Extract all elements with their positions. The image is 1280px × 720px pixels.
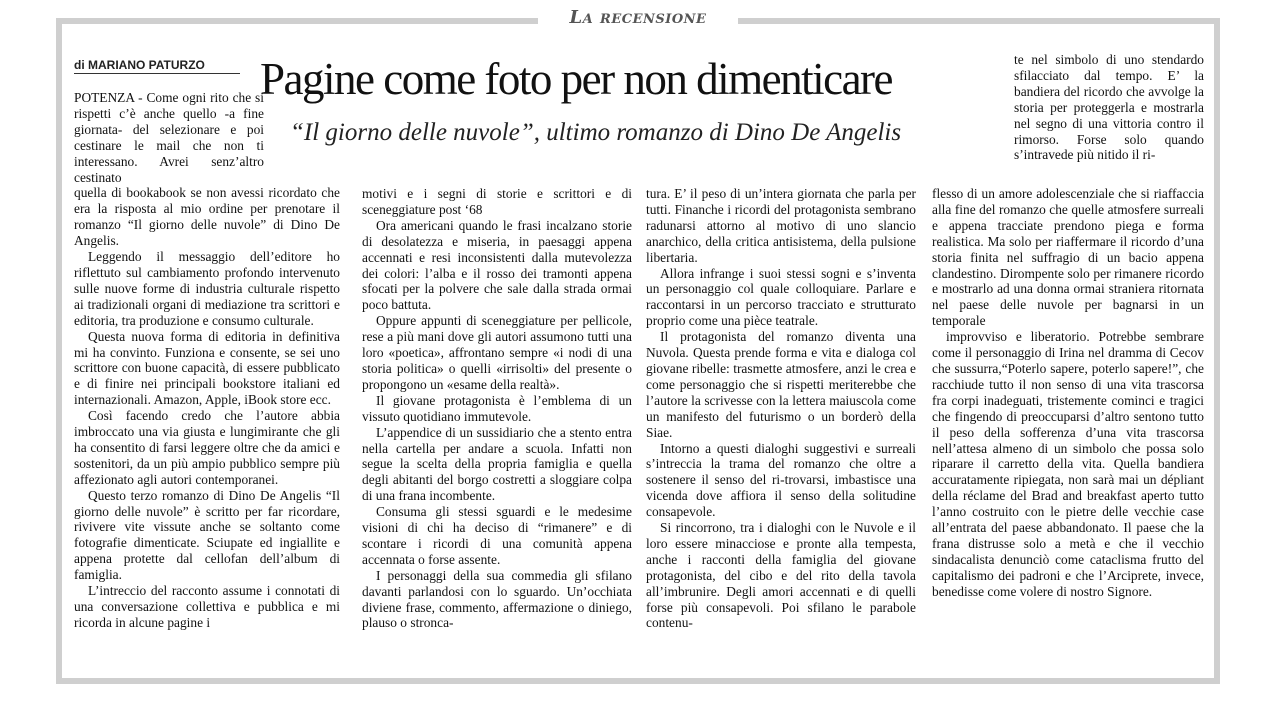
column-4-top <box>1014 52 1204 186</box>
paragraph: Leggendo il messaggio dell’editore ho riflettuto sul cambiamento profondo intervenuto sulle nuove forme di industria culturale rispetto ai tradizionali organi di mediazione tra scrittori e editoria, tra produzione e consumo culturale. <box>74 249 340 328</box>
paragraph: Oppure appunti di sceneggiature per pellicole, rese a più mani dove gli autori assumono tutti una loro «poetica», affrontano sempre «i nodi di una storia politica» o quelli «irrisolti» del presente o propongono un «esame della realtà». <box>362 313 632 392</box>
paragraph: tura. E’ il peso di un’intera giornata che parla per tutti. Finanche i ricordi del protagonista sembrano radunarsi attorno al motivo di uno slancio anarchico, della critica antisistema, della pulsione libertaria. <box>646 186 916 265</box>
paragraph: motivi e i segni di storie e scrittori e di sceneggiature post ‘68 <box>362 186 632 217</box>
column-2 <box>362 186 632 680</box>
paragraph: Si rincorrono, tra i dialoghi con le Nuvole e il loro essere minacciose e pronte alla tempesta, anche i racconti della famiglia del giovane protagonista, del cibo e del rito della tavola all’imbrunire. Degli amori accennati e di quelli forse più consapevoli. Poi sfilano le parabole contenu- <box>646 520 916 631</box>
column-4 <box>932 186 1204 680</box>
paragraph: Ora americani quando le frasi incalzano storie di desolatezza e miseria, in paesaggi appena accennati e resi inconsistenti dalla mutevolezza dei colori: l’alba e il rosso dei tramonti appena sfocati per la polvere che sale dalla strada ormai poco battuta. <box>362 217 632 313</box>
paragraph: te nel simbolo di uno stendardo sfilacciato dal tempo. E’ la bandiera del ricordo che avvolge la storia per proteggerla e mostrarla nel segno di una vittoria contro il rimorso. Forse solo quando s’intravede più nitido il ri- <box>1014 52 1204 163</box>
paragraph: Questo terzo romanzo di Dino De Angelis “Il giorno delle nuvole” è scritto per far ricordare, rivivere vite vissute anche se soltanto come fotografie dimenticate. Sciupate ed ingiallite e appena protette dal cellofan dell’album di famiglia. <box>74 487 340 583</box>
paragraph: I personaggi della sua commedia gli sfilano davanti parlandosi con lo sguardo. Un’occhiata diviene frase, commento, affermazione o diniego, plauso o stronca- <box>362 567 632 631</box>
column-3 <box>646 186 916 680</box>
paragraph: Il giovane protagonista è l’emblema di un vissuto quotidiano immutevole. <box>362 392 632 424</box>
paragraph: Il protagonista del romanzo diventa una Nuvola. Questa prende forma e vita e dialoga col giovane ribelle: trasmette atmosfere, anzi le crea e come personaggio che si rispetti meriterebbe che l’autore la scrivesse con la lettera maiuscola come un manifesto del futurismo o un borderò della Siae. <box>646 329 916 440</box>
paragraph: Questa nuova forma di editoria in definitiva mi ha convinto. Funziona e consente, se sei uno scrittore con buone capacità, di essere pubblicato e di finire nei principali bookstore italiani ed internazionali. Amazon, Apple, iBook store ecc. <box>74 328 340 408</box>
headline: Pagine come foto per non dimenticare <box>260 54 893 104</box>
paragraph: Così facendo credo che l’autore abbia imbroccato una via giusta e lungimirante che gli ha consentito di farsi leggere oltre che da amici e sostenitori, da un più ampio pubblico sempre più affezionato agli autori contemporanei. <box>74 408 340 487</box>
paragraph: improvviso e liberatorio. Potrebbe sembrare come il personaggio di Irina nel dramma di Cecov che sussurra,“Poterlo sapere, poterlo sapere!”, che racchiude tutto il non senso di una vita trascorsa fra corpi inadeguati, tristemente cominci e tragici che fingendo di preoccuparsi d’altro sentono tutto il peso della sofferenza d’una vita trascorsa nell’attesa almeno di un simbolo che possa solo riparare il carretto della vita. Quella bandiera accuratamente ripiegata, non sarà mai un dépliant della réclame del Brad and breakfast aperto tutto l’anno costruito con le pietre delle vecchie case all’entrata del paese abbandonato. Il paese che la frana distrusse solo a metà e che il vecchio sindacalista denunciò come cataclisma frutto del capitalismo dei padroni e che l’Arciprete, invece, benedisse come volere di nostro Signore. <box>932 329 1204 599</box>
paragraph: Intorno a questi dialoghi suggestivi e surreali s’intreccia la trama del romanzo che oltre a sostenere il senso del ri-trovarsi, imbastisce una vicenda dove affiora il senso della solitudine consapevole. <box>646 440 916 520</box>
paragraph: L’appendice di un sussidiario che a stento entra nella cartella per andare a scuola. Infatti non segue la scelta della propria famiglia e quella degli abitanti del borgo costretti a sloggiare colpa di una frana incombente. <box>362 424 632 504</box>
subheadline: “Il giorno delle nuvole”, ultimo romanzo di Dino De Angelis <box>290 119 902 146</box>
column-1 <box>74 90 340 680</box>
byline: di MARIANO PATURZO <box>74 58 240 74</box>
paragraph: flesso di un amore adolescenziale che si riaffaccia alla fine del romanzo che quelle atmosfere surreali e appena tracciate prendono piega e forma realistica. Ma solo per riaffermare il ricordo d’una storia finita nel suffragio di un bacio appena clandestino. Dirompente solo per rimanere ricordo e mostrarlo ad una donna ormai straniera ritornata nel paese delle nuvole per bagnarsi in un temporale <box>932 186 1204 329</box>
paragraph: quella di bookabook se non avessi ricordato che era la risposta al mio ordine per prenotare il romanzo “Il giorno delle nuvole” di Dino De Angelis. <box>74 185 340 249</box>
paragraph: Consuma gli stessi sguardi e le medesime visioni di chi ha deciso di “rimanere” e di scontare i ricordi di una comunità appena accennata o forse assente. <box>362 504 632 567</box>
paragraph: Allora infrange i suoi stessi sogni e s’inventa un personaggio col quale colloquiare. Parlare e raccontarsi in un percorso tracciato e strutturato proprio come una pièce teatrale. <box>646 265 916 329</box>
section-label: La recensione <box>538 6 738 30</box>
lead-paragraph: POTENZA - Come ogni rito che si rispetti c’è anche quello -a fine giornata- del selezionare e poi cestinare le mail che non ti interessano. Avrei senz’altro cestinato <box>74 90 264 185</box>
paragraph: L’intreccio del racconto assume i connotati di una conversazione collettiva e pubblica e mi ricorda in alcune pagine i <box>74 583 340 630</box>
